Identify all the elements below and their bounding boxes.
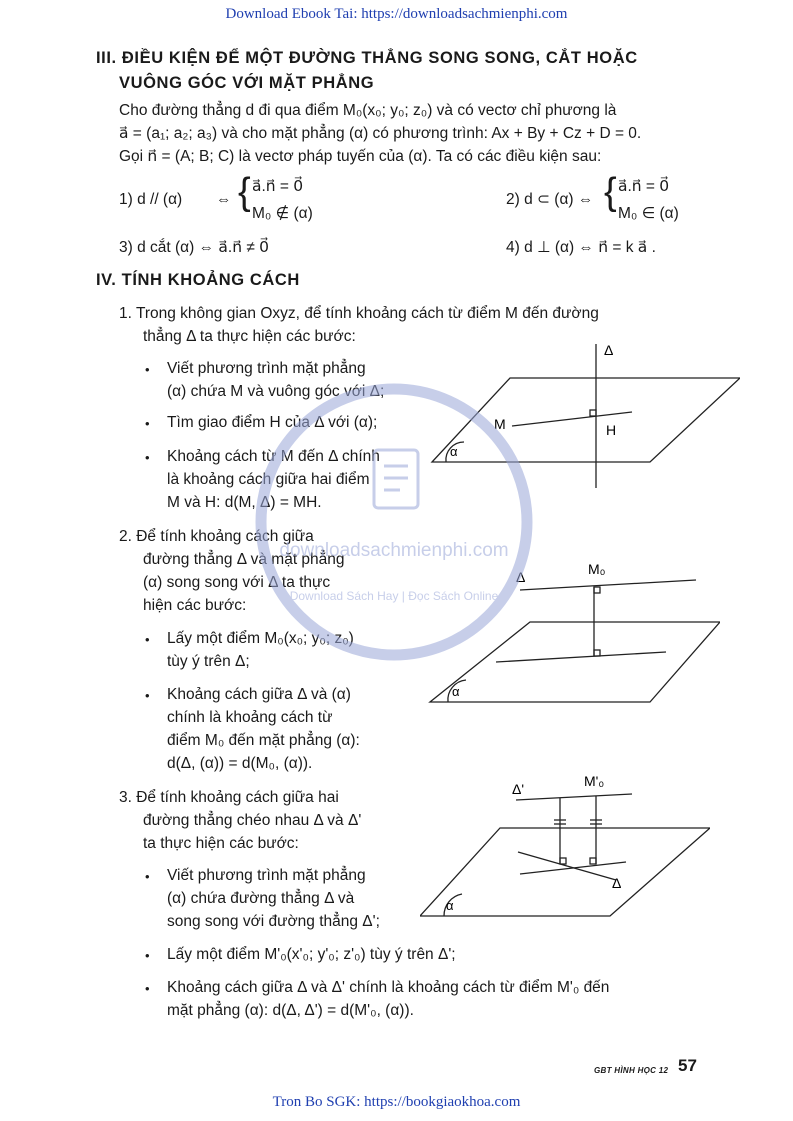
footer-banner-link[interactable]: Tron Bo SGK: https://bookgiaokhoa.com [272, 1094, 521, 1110]
label-delta-prime: Δ' [512, 781, 525, 797]
header-banner-link[interactable]: Download Ebook Tai: https://downloadsachmienphi.com [225, 6, 568, 22]
section4-title: IV. TÍNH KHOẢNG CÁCH [96, 271, 300, 289]
figure-3-distance-skew-lines [420, 770, 710, 930]
line-delta [518, 852, 616, 880]
item2-bullet2-line1: Khoảng cách giữa Δ và (α) [167, 686, 351, 703]
condition-1-brace: { [238, 171, 251, 213]
label-h: H [606, 422, 617, 438]
condition-1-top: a⃗.n⃗ = 0⃗ [252, 178, 304, 195]
section3-intro-line3: Gọi n⃗ = (A; B; C) là vectơ pháp tuyến của (α). Ta có các điều kiện sau: [119, 148, 602, 165]
bullet-icon: • [145, 416, 150, 431]
line-delta [520, 580, 696, 590]
item2-bullet1-line1: Lấy một điểm M₀(x₀; y₀; z₀) [167, 630, 354, 647]
item3-bullet3-line2: mặt phẳng (α): d(Δ, Δ') = d(M'₀, (α)). [167, 1002, 414, 1019]
item2-bullet2-line4: d(Δ, (α)) = d(M₀, (α)). [167, 755, 313, 772]
item1-line1: 1. Trong không gian Oxyz, để tính khoảng cách từ điểm M đến đường [119, 305, 599, 322]
label-delta: Δ [604, 342, 614, 358]
plane-alpha-shape [420, 828, 710, 916]
section3-title-line1: III. ĐIỀU KIỆN ĐỂ MỘT ĐƯỜNG THẲNG SONG SONG, CẮT HOẶC [96, 49, 638, 67]
bullet-icon: • [145, 869, 150, 884]
condition-2-brace: { [604, 171, 617, 213]
right-angle-mark [590, 410, 596, 416]
projection-line [520, 862, 626, 874]
bullet-icon: • [145, 688, 150, 703]
condition-2-bottom: M₀ ∈ (α) [618, 205, 679, 222]
label-delta: Δ [612, 875, 622, 891]
item1-bullet2: Tìm giao điểm H của Δ với (α); [167, 414, 378, 431]
label-alpha: α [450, 444, 458, 459]
line-delta-prime [516, 794, 632, 800]
right-angle-mark [560, 858, 566, 864]
label-m: M [494, 416, 506, 432]
item1-line2: thẳng Δ ta thực hiện các bước: [143, 328, 356, 345]
item2-line3: (α) song song với Δ ta thực [143, 574, 331, 591]
item1-bullet1-line2: (α) chứa M và vuông góc với Δ; [167, 383, 385, 400]
book-tag: GBT HÌNH HỌC 12 [594, 1066, 669, 1075]
item3-bullet3-line1: Khoảng cách giữa Δ và Δ' chính là khoảng cách từ điểm M'₀ đến [167, 979, 610, 996]
item3-bullet1-line1: Viết phương trình mặt phẳng [167, 867, 366, 884]
item3-bullet1-line3: song song với đường thẳng Δ'; [167, 913, 380, 930]
item3-bullet2: Lấy một điểm M'₀(x'₀; y'₀; z'₀) tùy ý trên Δ'; [167, 946, 456, 963]
bullet-icon: • [145, 362, 150, 377]
condition-4: 4) d ⊥ (α) ⇔ n⃗ = k a⃗ . [506, 239, 656, 256]
condition-1-label: 1) d // (α) [119, 191, 183, 208]
section3-intro-line1: Cho đường thẳng d đi qua điểm M₀(x₀; y₀; z₀) và có vectơ chỉ phương là [119, 102, 617, 119]
page-number: 57 [678, 1056, 697, 1075]
bullet-icon: • [145, 948, 150, 963]
item2-line2: đường thẳng Δ và mặt phẳng [143, 551, 345, 568]
label-delta: Δ [516, 569, 526, 585]
watermark-line2: Download Sách Hay | Đọc Sách Online [289, 589, 499, 603]
label-alpha: α [452, 684, 460, 699]
item2-bullet2-line3: điểm M₀ đến mặt phẳng (α): [167, 732, 360, 749]
condition-3: 3) d cắt (α) ⇔ a⃗.n⃗ ≠ 0⃗ [119, 239, 270, 256]
item1-bullet1-line1: Viết phương trình mặt phẳng [167, 360, 366, 377]
bullet-icon: • [145, 632, 150, 647]
condition-2-top: a⃗.n⃗ = 0⃗ [618, 178, 670, 195]
label-alpha: α [446, 898, 454, 913]
right-angle-mark [590, 858, 596, 864]
watermark-seal [254, 382, 534, 662]
section3-intro-line2: a⃗ = (a₁; a₂; a₃) và cho mặt phẳng (α) có phương trình: Ax + By + Cz + D = 0. [119, 125, 642, 142]
item2-line4: hiện các bước: [143, 597, 247, 614]
condition-1-bottom: M₀ ∉ (α) [252, 205, 313, 222]
section3-title-line2: VUÔNG GÓC VỚI MẶT PHẲNG [119, 74, 375, 92]
bullet-icon: • [145, 450, 150, 465]
watermark-line1: downloadsachmienphi.com [279, 540, 509, 561]
label-m0: M₀ [588, 561, 606, 577]
item3-line3: ta thực hiện các bước: [143, 835, 299, 852]
item3-line2: đường thẳng chéo nhau Δ và Δ' [143, 812, 362, 829]
item2-bullet1-line2: tùy ý trên Δ; [167, 653, 250, 670]
label-m0-prime: M'₀ [584, 773, 605, 789]
bullet-icon: • [145, 981, 150, 996]
item3-line1: 3. Để tính khoảng cách giữa hai [119, 789, 339, 806]
item3-bullet1-line2: (α) chứa đường thẳng Δ và [167, 890, 355, 907]
item2-bullet2-line2: chính là khoảng cách từ [167, 709, 333, 726]
condition-2-label: 2) d ⊂ (α) ⇔ [506, 191, 594, 208]
item1-bullet3-line1: Khoảng cách từ M đến Δ chính [167, 448, 380, 465]
item1-bullet3-line2: là khoảng cách giữa hai điểm [167, 471, 370, 488]
item2-line1: 2. Để tính khoảng cách giữa [119, 528, 314, 545]
item1-bullet3-line3: M và H: d(M, Δ) = MH. [167, 494, 322, 511]
right-angle-mark [594, 650, 600, 656]
right-angle-mark [594, 587, 600, 593]
condition-1-arrow: ⇔ [216, 191, 232, 208]
